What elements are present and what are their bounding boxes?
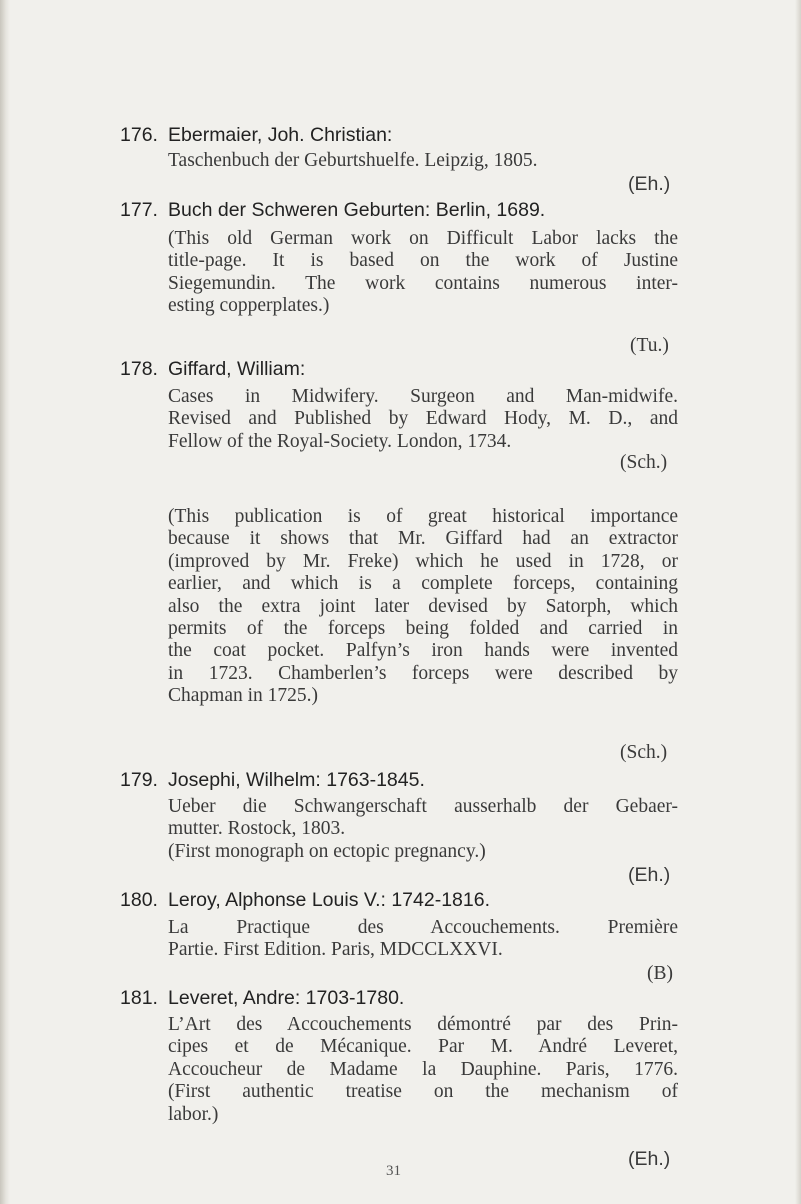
entry-line: Fellow of the Royal-Society. London, 1734. [168, 430, 512, 452]
note-line: (This publication is of great historical importance [168, 506, 678, 527]
entry-body [168, 228, 678, 318]
entry-heading: Leroy, Alphonse Louis V.: 1742-1816. [168, 889, 490, 911]
entry-heading: Leveret, Andre: 1703-1780. [168, 987, 405, 1009]
library-code: (B) [647, 963, 673, 984]
library-code: (Sch.) [620, 742, 668, 763]
note-line: the coat pocket. Palfyn’s iron hands were invented [168, 640, 678, 662]
entry-body [168, 796, 678, 863]
entry-line: Accoucheur de Madame la Dauphine. Paris, 1776. [168, 1058, 678, 1080]
entry-line: L’Art des Accouchements démontré par des Prin- [168, 1014, 678, 1035]
entry-body [168, 150, 678, 172]
entry-number: 178. [120, 358, 158, 380]
entry-line: La Practique des Accouchements. Première [168, 917, 678, 938]
entry-body [168, 1014, 678, 1126]
entry-heading: Buch der Schweren Geburten: Berlin, 1689. [168, 199, 546, 221]
entry-line: Siegemundin. The work contains numerous inter- [168, 272, 678, 294]
entry-body [168, 386, 678, 453]
entry-number: 181. [120, 987, 158, 1009]
library-code: (Eh.) [628, 864, 671, 886]
entry-number: 177. [120, 199, 158, 221]
library-code: (Eh.) [628, 173, 671, 195]
entry-line: (First authentic treatise on the mechanism of [168, 1081, 678, 1103]
note-line: in 1723. Chamberlen’s forceps were described by [168, 662, 678, 684]
library-code: (Tu.) [630, 335, 669, 356]
entry-line: Revised and Published by Edward Hody, M. D., and [168, 408, 678, 430]
entry-line: Cases in Midwifery. Surgeon and Man-midwife. [168, 386, 678, 407]
entry-line: mutter. Rostock, 1803. [168, 818, 346, 840]
entry-line: labor.) [168, 1103, 219, 1125]
entry-heading: Ebermaier, Joh. Christian: [168, 124, 393, 146]
library-code: (Eh.) [628, 1148, 671, 1170]
note-line: permits of the forceps being folded and carried in [168, 618, 678, 640]
entry-line: (This old German work on Difficult Labor lacks the [168, 228, 678, 249]
entry-line: title-page. It is based on the work of Justine [168, 250, 678, 272]
entry-heading: Giffard, William: [168, 358, 306, 380]
entry-line: Taschenbuch der Geburtshuelfe. Leipzig, 1805. [168, 150, 538, 171]
note-line: Chapman in 1725.) [168, 685, 319, 707]
library-code: (Sch.) [620, 452, 668, 473]
page-number: 31 [386, 1163, 401, 1179]
note-line: (improved by Mr. Freke) which he used in 1728, or [168, 550, 678, 572]
entry-body [168, 917, 678, 962]
entry-line: cipes et de Mécanique. Par M. André Leveret, [168, 1036, 678, 1058]
entry-note [168, 506, 678, 708]
entry-line: (First monograph on ectopic pregnancy.) [168, 840, 486, 862]
entry-number: 180. [120, 889, 158, 911]
entry-line: esting copperplates.) [168, 295, 330, 317]
note-line: earlier, and which is a complete forceps, containing [168, 573, 678, 595]
entry-heading: Josephi, Wilhelm: 1763-1845. [168, 769, 425, 791]
note-line: because it shows that Mr. Giffard had an extractor [168, 528, 678, 550]
note-line: also the extra joint later devised by Satorph, which [168, 595, 678, 617]
entry-line: Ueber die Schwangerschaft ausserhalb der Gebaer- [168, 796, 678, 817]
entry-number: 179. [120, 769, 158, 791]
entry-number: 176. [120, 124, 158, 146]
entry-line: Partie. First Edition. Paris, MDCCLXXVI. [168, 939, 503, 961]
